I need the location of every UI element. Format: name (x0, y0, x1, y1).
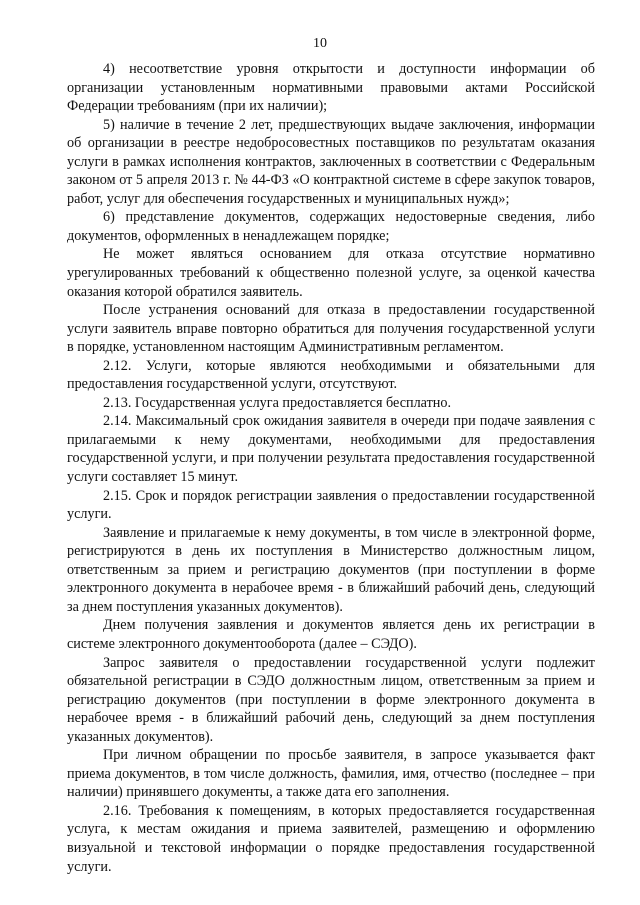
paragraph-2-15: 2.15. Срок и порядок регистрации заявления о предоставлении государственной услуги. (67, 487, 595, 523)
paragraph-item-5: 5) наличие в течение 2 лет, предшествующих выдаче заключения, информации об организации в реестре недобросовестных поставщиков по результатам оказания услуги в рамках исполнения контрактов, заключенных в соответствии с Федеральным законом от 5 апреля 2013 г. № 44-ФЗ «О контрактной системе в сфере закупок товаров, работ, услуг для обеспечения государственных и муниципальных нужд»; (67, 116, 595, 207)
paragraph-item-6: 6) представление документов, содержащих недостоверные сведения, либо документов, оформленных в ненадлежащем порядке; (67, 209, 595, 244)
document-body (67, 60, 595, 876)
page-number: 10 (313, 36, 327, 51)
paragraph-2-12: 2.12. Услуги, которые являются необходимыми и обязательными для предоставления государственной услуги, отсутствуют. (67, 357, 595, 393)
paragraph-reapply: После устранения оснований для отказа в предоставлении государственной услуги заявитель вправе повторно обратиться для получения государственной услуги в порядке, установленном настоящим Административным регламентом. (67, 302, 595, 356)
paragraph-item-4: 4) несоответствие уровня открытости и доступности информации об организации установленным нормативными правовыми актами Российской Федерации требованиям (при их наличии); (67, 61, 595, 115)
paragraph-2-13: 2.13. Государственная услуга предоставляется бесплатно. (103, 394, 452, 411)
paragraph-2-16: 2.16. Требования к помещениям, в которых предоставляется государственная услуга, к местам ожидания и приема заявителей, размещению и оформлению визуальной и текстовой информации о порядке предоставления государственной услуги. (67, 802, 595, 875)
paragraph-no-refusal-basis: Не может являться основанием для отказа отсутствие нормативно урегулированных требований к общественно полезной услуге, за оценкой качества оказания которой обратился заявитель. (67, 246, 595, 300)
paragraph-personal-visit: При личном обращении по просьбе заявителя, в запросе указывается факт приема документов, в том числе должность, фамилия, имя, отчество (последнее – при наличии) принявшего документы, а также дата его заполнения. (67, 747, 595, 801)
paragraph-request-registration: Запрос заявителя о предоставлении государственной услуги подлежит обязательной регистрации в СЭДО должностным лицом, ответственным за прием и регистрацию документов (при поступлении в форме электронного документа в нерабочее время - в ближайший рабочий день, следующий за днем поступления указанных документов). (67, 654, 595, 745)
paragraph-receipt-day: Днем получения заявления и документов является день их регистрации в системе электронного документооборота (далее – СЭДО). (67, 617, 595, 652)
paragraph-2-14: 2.14. Максимальный срок ожидания заявителя в очереди при подаче заявления с прилагаемыми к нему документами, необходимыми для предоставления государственной услуги, и при получении результата предоставления государственной услуги составляет 15 минут. (67, 413, 595, 486)
paragraph-registration: Заявление и прилагаемые к нему документы, в том числе в электронной форме, регистрируются в день их поступления в Министерство должностным лицом, ответственным за прием и регистрацию документов (при поступлении в форме электронного документа в нерабочее время - в ближайший рабочий день, следующий за днем поступления указанных документов). (67, 524, 595, 615)
